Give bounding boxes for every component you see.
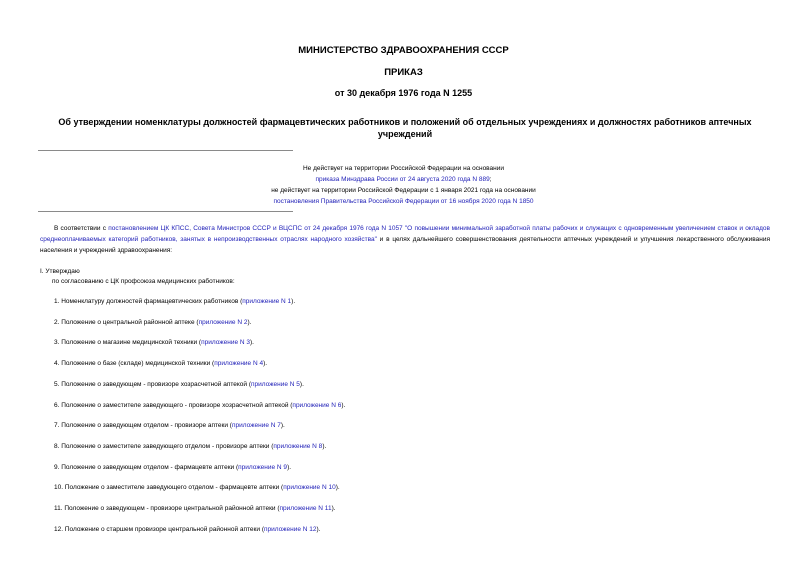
ministry-heading: МИНИСТЕРСТВО ЗДРАВООХРАНЕНИЯ СССР <box>298 45 509 56</box>
list-item-text: 11. Положение о заведующем - провизоре центральной районной аптеки ( <box>54 505 280 512</box>
list-item-end: ). <box>322 442 327 450</box>
list-item-end: ). <box>291 298 296 305</box>
list-item <box>54 421 285 431</box>
status-note-punct: ; <box>489 176 492 183</box>
list-item-text: 12. Положение о старшем провизоре центральной районной аптеки ( <box>54 525 264 533</box>
list-item-text: 3. Положение о магазине медицинской техники ( <box>54 339 202 347</box>
status-note-link[interactable]: приказа Минздрава России от 24 августа 2020 года N 889 <box>315 176 490 183</box>
appendix-link[interactable]: приложение N 2 <box>198 318 248 326</box>
preamble-link[interactable]: постановлением ЦК КПСС, Совета Министров СССР и ВЦСПС от 24 декабря 1976 года N 1057 "О повышении минимальной заработной платы рабочих и служащих с одновременным увеличением ставок и окладов среднеоплачиваемых категорий работников, занятых в непроизводственных отраслях народного хозяйства" <box>40 225 770 243</box>
status-note-link[interactable]: постановления Правительства Российской Федерации от 16 ноября 2020 года N 1850 <box>273 198 534 205</box>
list-item <box>54 359 267 369</box>
divider-top <box>38 150 293 151</box>
list-item <box>54 483 340 493</box>
document-date-number: от 30 декабря 1976 года N 1255 <box>334 88 473 98</box>
list-item-text: 8. Положение о заместителе заведующего отделом - провизоре аптеки ( <box>54 442 274 450</box>
list-item-text: 10. Положение о заместителе заведующего отделом - фармацевте аптеки ( <box>54 484 284 492</box>
list-item <box>54 504 336 514</box>
preamble-paragraph <box>40 223 770 256</box>
list-item-end: ). <box>335 484 340 492</box>
appendix-link[interactable]: приложение N 5 <box>251 380 300 388</box>
list-item-end: ). <box>287 463 292 471</box>
appendix-link[interactable]: приложение N 7 <box>231 422 281 430</box>
list-item <box>54 463 291 473</box>
appendix-link[interactable]: приложение N 11 <box>279 505 332 512</box>
status-note-line: Не действует на территории Российской Федерации на основании <box>302 165 505 172</box>
list-item-end: ). <box>341 401 346 409</box>
document-title: Об утверждении номенклатуры должностей фармацевтических работников и положений об отдельных учреждениях и должностях работников аптечных учреждений <box>58 117 752 139</box>
list-item-end: ). <box>263 360 268 368</box>
status-note-line <box>0 196 807 207</box>
list-item <box>54 338 254 348</box>
document-type: ПРИКАЗ <box>384 67 423 78</box>
status-note-line <box>0 174 807 185</box>
list-item-text: 5. Положение о заведующем - провизоре хозрасчетной аптекой ( <box>54 380 251 388</box>
list-item-end: ). <box>250 339 254 347</box>
list-item-end: ). <box>331 505 336 512</box>
preamble-prefix: В соответствии с <box>54 225 109 232</box>
appendix-link[interactable]: приложение N 12 <box>264 525 317 533</box>
appendix-link[interactable]: приложение N 10 <box>283 484 336 492</box>
approve-heading: I. Утверждаю <box>40 268 80 275</box>
appendix-link[interactable]: приложение N 4 <box>214 360 264 368</box>
appendix-link[interactable]: приложение N 1 <box>242 298 292 305</box>
list-item-end: ). <box>247 318 252 326</box>
status-note-line: не действует на территории Российской Федерации с 1 января 2021 года на основании <box>271 187 536 194</box>
list-item-text: 4. Положение о базе (складе) медицинской техники ( <box>54 360 215 368</box>
list-item-text: 9. Положение о заведующем отделом - фармацевте аптеки ( <box>54 463 239 471</box>
approve-subheading: по согласованию с ЦК профсоюза медицинских работников: <box>52 278 235 285</box>
list-item-text: 6. Положение о заместителе заведующего - провизоре хозрасчетной аптекой ( <box>54 401 293 409</box>
list-item <box>54 297 295 307</box>
list-item-end: ). <box>280 422 285 430</box>
appendix-link[interactable]: приложение N 6 <box>292 401 342 409</box>
list-item-end: ). <box>316 525 321 533</box>
preamble-suffix: и в целях дальнейшего совершенствования деятельности аптечных учреждений и улучшения лекарственного обслуживания населения и учреждений здравоохранения: <box>40 236 770 254</box>
appendix-link[interactable]: приложение N 8 <box>273 442 323 450</box>
divider-bottom <box>38 211 293 212</box>
list-item-text: 1. Номенклатуру должностей фармацевтических работников ( <box>54 298 243 305</box>
list-item <box>54 401 345 411</box>
list-item <box>54 442 326 452</box>
list-item <box>54 318 251 328</box>
list-item-text: 7. Положение о заведующем отделом - провизоре аптеки ( <box>54 422 232 430</box>
list-item <box>54 380 304 390</box>
list-item-text: 2. Положение о центральной районной аптеке ( <box>54 318 199 326</box>
appendix-link[interactable]: приложение N 9 <box>238 463 288 471</box>
list-item <box>54 525 321 535</box>
list-item-end: ). <box>299 380 304 388</box>
appendix-link[interactable]: приложение N 3 <box>201 339 251 347</box>
